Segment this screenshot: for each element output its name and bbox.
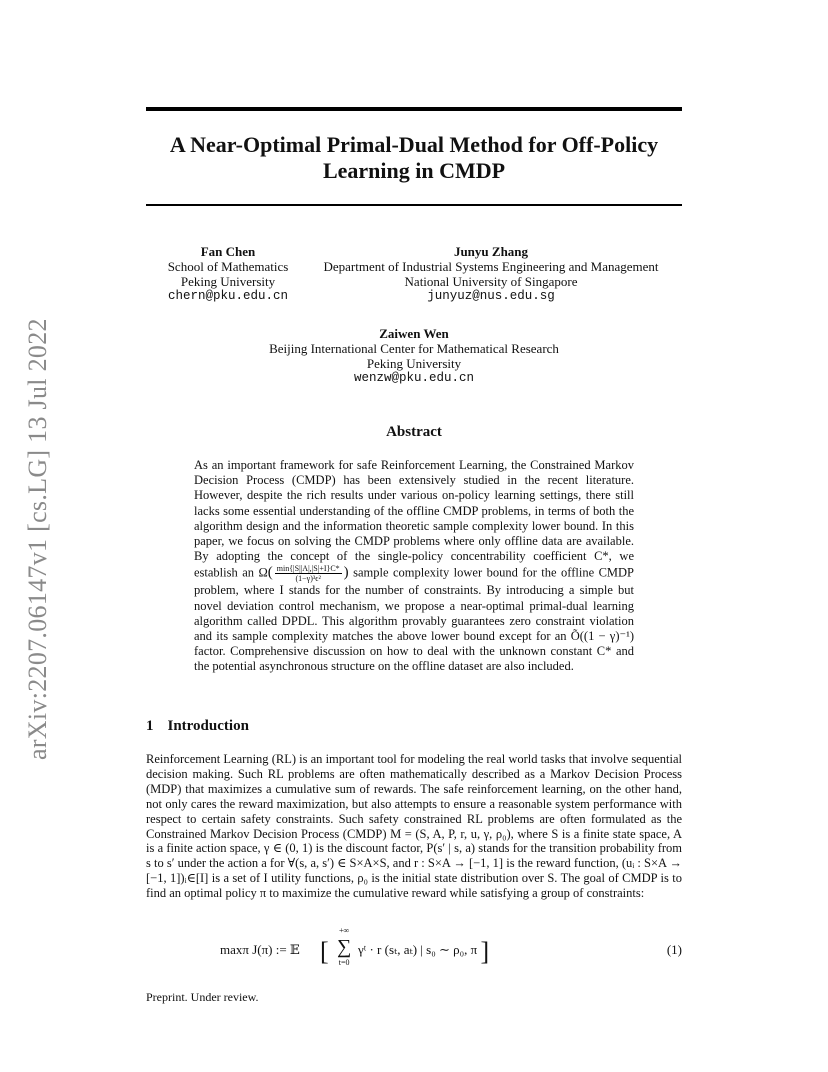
equation-lhs: maxπ J(π) := 𝔼 <box>220 942 300 957</box>
author-name: Fan Chen <box>200 244 256 259</box>
author-email[interactable]: wenzw@pku.edu.cn <box>353 371 475 385</box>
author-name: Junyu Zhang <box>453 244 529 259</box>
equation-open-bracket: [ <box>320 937 329 966</box>
abstract-part-1: As an important framework for safe Reinforcement Learning, the Constrained Markov Decision Process (CMDP) has been extensively studied in the recent literature. However, despite the rich results under various on-policy learning settings, there still lacks some essential understanding of the offline CMDP problems, in terms of both the algorithm design and the information theoretic sample complexity lower bound. In this paper, we focus on solving the CMDP problems where only offline data are available. By adopting the concept of the single-policy concentrability coefficient C*, we establish an <box>194 458 634 580</box>
author-email[interactable]: chern@pku.edu.cn <box>167 289 289 303</box>
equation-number: (1) <box>666 942 682 957</box>
equation-1 <box>220 926 682 974</box>
author-affiliation: Peking University <box>180 274 276 289</box>
equation-rhs: γᵗ · r (sₜ, aₜ) | s₀ ∼ ρ₀, π ] <box>358 937 490 966</box>
author-block <box>146 244 310 304</box>
title-bottom-rule <box>146 204 682 206</box>
author-email[interactable]: junyuz@nus.edu.sg <box>427 289 555 303</box>
arxiv-stamp: arXiv:2207.06147v1 [cs.LG] 13 Jul 2022 <box>23 318 52 760</box>
preprint-footer: Preprint. Under review. <box>146 990 259 1004</box>
author-block <box>146 326 682 386</box>
author-affiliation: School of Mathematics <box>167 259 289 274</box>
abstract-part-2: sample complexity lower bound for the offline CMDP problem, where I stands for the number of constraints. By introducing a simple but novel deviation control mechanism, we propose a near-optimal primal-dual learning algorithm called DPDL. This algorithm provably guarantees zero constraint violation and its sample complexity matches the above lower bound except for an Õ((1 − γ)⁻¹) factor. Comprehensive discussion on how to deal with the unknown constant C* and the potential asynchronous structure on the offline dataset are also included. <box>194 565 635 674</box>
author-affiliation: Peking University <box>366 356 462 371</box>
section-heading <box>146 718 249 735</box>
abstract-heading: Abstract <box>386 424 442 440</box>
author-name: Zaiwen Wen <box>379 326 449 341</box>
abstract-text: As an important framework for safe Reinforcement Learning, the Constrained Markov Decision Process (CMDP) has been extensively studied in the recent literature. However, despite the rich results under various on-policy learning settings, there still lacks some essential understanding of the offline CMDP problems, in terms of both the algorithm design and the information theoretic sample complexity lower bound. In this paper, we focus on solving the CMDP problems where only offline data are available. By adopting the concept of the single-policy concentrability coefficient C*, we establish an Ω( $\frac{\min\{|S||A|,|S|+I\}C*}{\text{(1−γ)³ϵ²}}$ ) sample complexity lower bound for the offline CMDP problem, where I stands for the number of constraints. By introducing a simple but novel deviation control mechanism, we propose a near-optimal primal-dual learning algorithm called DPDL. This algorithm provably guarantees zero constraint violation and its sample complexity matches the above lower bound except for an Õ((1 − γ)⁻¹) factor. Comprehensive discussion on how to deal with the unknown constant C* and the potential asynchronous structure on the offline dataset are also included. <box>194 458 635 674</box>
sum-operator: +∞ ∑ t=0 <box>337 926 352 967</box>
author-affiliation: National University of Singapore <box>404 274 578 289</box>
author-affiliation: Department of Industrial Systems Engineering and Management <box>323 259 659 274</box>
section-title: Introduction <box>167 718 249 734</box>
section-number: 1 <box>146 718 154 734</box>
author-block <box>300 244 682 304</box>
paper-title: A Near-Optimal Primal-Dual Method for Off-Policy Learning in CMDP <box>169 132 659 183</box>
author-affiliation: Beijing International Center for Mathematical Research <box>269 341 559 356</box>
lower-bound-fraction: $\frac{\min\{|S||A|,|S|+I\}C*}{\text{(1−γ)³ϵ²}}$ <box>276 564 340 584</box>
introduction-paragraph: Reinforcement Learning (RL) is an important tool for modeling the real world tasks that involve sequential decision making. Such RL problems are often mathematically described as a Markov Decision Process (MDP) that maximizes a cumulative sum of rewards. The safe reinforcement learning, on the other hand, not only cares the reward maximization, but also attempts to ensure a reasonable system performance with respect to certain safety constraints. Such safety constrained RL problems are often formulated as the Constrained Markov Decision Process (CMDP) M = (S, A, P, r, u, γ, ρ₀), where S is a finite state space, A is a finite action space, γ ∈ (0, 1) is the discount factor, P(s′ | s, a) stands for the transition probability from s to s′ under the action a for ∀(s, a, s′) ∈ S×A×S, and r : S×A → [−1, 1] is the reward function, (uᵢ : S×A → [−1, 1])ᵢ∈[I] is a set of I utility functions, ρ₀ is the initial state distribution over S. The goal of CMDP is to find an optimal policy π to maximize the cumulative reward while satisfying a group of constraints: <box>146 752 682 901</box>
title-top-rule <box>146 107 682 111</box>
